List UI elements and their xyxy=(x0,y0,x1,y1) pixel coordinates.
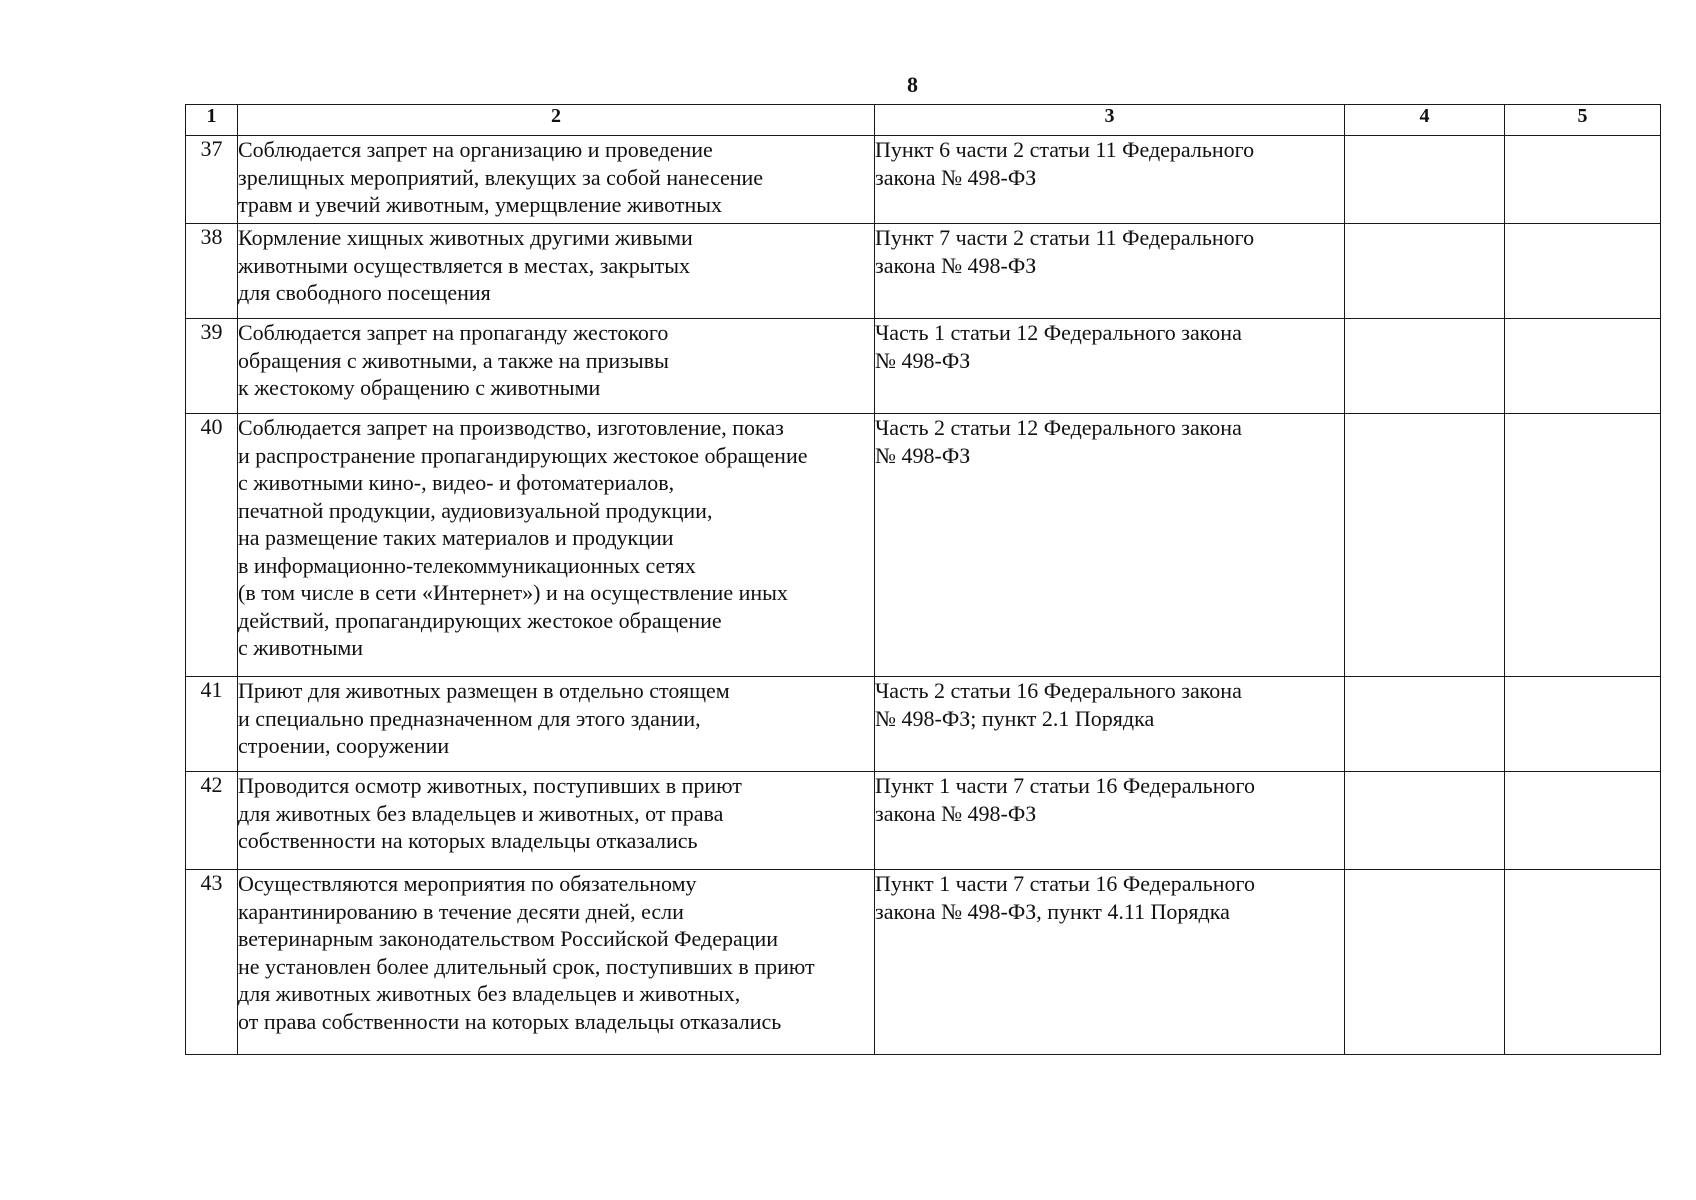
table-header xyxy=(186,105,1661,136)
column-header-4: 4 xyxy=(1345,105,1505,136)
table-row xyxy=(186,319,1661,414)
page-number: 8 xyxy=(907,72,918,97)
requirement-text: Соблюдается запрет на организацию и проведение зрелищных мероприятий, влекущих за собой нанесение травм и увечий животным, умерщвление животных xyxy=(238,136,875,224)
row-number: 42 xyxy=(186,772,238,870)
row-number: 38 xyxy=(186,224,238,319)
answer-cell-4 xyxy=(1345,319,1505,414)
answer-cell-5 xyxy=(1505,772,1661,870)
requirement-text: Проводится осмотр животных, поступивших в приют для животных без владельцев и животных, от права собственности на которых владельцы отказались xyxy=(238,772,875,870)
answer-cell-5 xyxy=(1505,224,1661,319)
column-header-2: 2 xyxy=(238,105,875,136)
legal-reference: Часть 2 статьи 12 Федерального закона № 498-ФЗ xyxy=(875,414,1345,677)
answer-cell-4 xyxy=(1345,414,1505,677)
answer-cell-5 xyxy=(1505,136,1661,224)
answer-cell-4 xyxy=(1345,677,1505,772)
table-row xyxy=(186,136,1661,224)
answer-cell-5 xyxy=(1505,870,1661,1055)
legal-reference: Часть 2 статьи 16 Федерального закона № 498-ФЗ; пункт 2.1 Порядка xyxy=(875,677,1345,772)
table-row xyxy=(186,677,1661,772)
requirement-text: Кормление хищных животных другими живыми животными осуществляется в местах, закрытых для свободного посещения xyxy=(238,224,875,319)
table-row xyxy=(186,772,1661,870)
requirement-text: Приют для животных размещен в отдельно стоящем и специально предназначенном для этого здании, строении, сооружении xyxy=(238,677,875,772)
answer-cell-5 xyxy=(1505,319,1661,414)
row-number: 43 xyxy=(186,870,238,1055)
table-row xyxy=(186,224,1661,319)
row-number: 40 xyxy=(186,414,238,677)
column-header-1: 1 xyxy=(186,105,238,136)
table-row xyxy=(186,414,1661,677)
answer-cell-4 xyxy=(1345,224,1505,319)
legal-reference: Пункт 1 части 7 статьи 16 Федерального закона № 498-ФЗ xyxy=(875,772,1345,870)
requirement-text: Соблюдается запрет на производство, изготовление, показ и распространение пропагандирующих жестокое обращение с животными кино-, видео- и фотоматериалов, печатной продукции, аудиовизуальной продукции, на размещение таких материалов и продукции в информационно-телекоммуникационных сетях (в том числе в сети «Интернет») и на осуществление иных действий, пропагандирующих жестокое обращение с животными xyxy=(238,414,875,677)
legal-reference: Пункт 1 части 7 статьи 16 Федерального закона № 498-ФЗ, пункт 4.11 Порядка xyxy=(875,870,1345,1055)
answer-cell-4 xyxy=(1345,772,1505,870)
column-header-5: 5 xyxy=(1505,105,1661,136)
header-row xyxy=(186,105,1661,136)
requirement-text: Осуществляются мероприятия по обязательному карантинированию в течение десяти дней, если ветеринарным законодательством Российской Федерации не установлен более длительный срок, поступивших в приют для животных животных без владельцев и животных, от права собственности на которых владельцы отказались xyxy=(238,870,875,1055)
answer-cell-4 xyxy=(1345,870,1505,1055)
row-number: 37 xyxy=(186,136,238,224)
table-body xyxy=(186,136,1661,1055)
legal-reference: Пункт 7 части 2 статьи 11 Федерального закона № 498-ФЗ xyxy=(875,224,1345,319)
table-row xyxy=(186,870,1661,1055)
row-number: 41 xyxy=(186,677,238,772)
checklist-table xyxy=(185,104,1661,1055)
answer-cell-5 xyxy=(1505,414,1661,677)
row-number: 39 xyxy=(186,319,238,414)
answer-cell-4 xyxy=(1345,136,1505,224)
legal-reference: Часть 1 статьи 12 Федерального закона № 498-ФЗ xyxy=(875,319,1345,414)
answer-cell-5 xyxy=(1505,677,1661,772)
requirement-text: Соблюдается запрет на пропаганду жестокого обращения с животными, а также на призывы к жестокому обращению с животными xyxy=(238,319,875,414)
column-header-3: 3 xyxy=(875,105,1345,136)
legal-reference: Пункт 6 части 2 статьи 11 Федерального закона № 498-ФЗ xyxy=(875,136,1345,224)
